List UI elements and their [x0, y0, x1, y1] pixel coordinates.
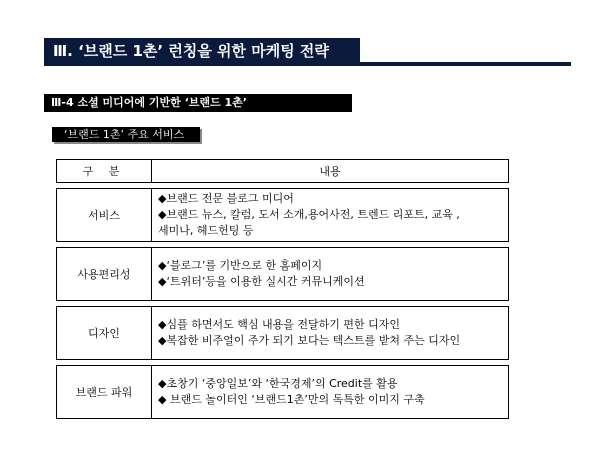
row-category: 서비스 [57, 189, 152, 242]
table-row [57, 307, 509, 360]
row-category: 브랜드 파워 [57, 366, 152, 419]
header-content: 내용 [152, 160, 509, 183]
table-row [57, 248, 509, 301]
content-line: ◆‘블로그’를 기반으로 한 홈페이지 [158, 259, 323, 272]
content-line: ◆브랜드 전문 블로그 미디어 [158, 192, 294, 205]
table-header-row [57, 160, 509, 183]
content-line: ◆심플 하면서도 핵심 내용을 전달하기 편한 디자인 [158, 318, 400, 331]
section-title: Ⅲ. ‘브랜드 1촌’ 런칭을 위한 마케팅 전략 [44, 38, 360, 64]
row-category: 디자인 [57, 307, 152, 360]
title-rule [44, 62, 571, 66]
content-line: ◆‘트위터’등을 이용한 실시간 커뮤니케이션 [158, 275, 365, 288]
content-line: ◆초창기 ‘중앙일보’와 ‘한국경제’의 Credit를 활용 [158, 377, 398, 390]
row-content [152, 366, 509, 419]
table-row [57, 366, 509, 419]
service-table [56, 159, 509, 419]
service-tag: ‘브랜드 1촌’ 주요 서비스 [52, 127, 200, 142]
content-line: 세미나, 헤드헌팅 등 [158, 224, 254, 237]
header-category: 구 분 [57, 160, 152, 183]
content-line: ◆브랜드 뉴스, 칼럼, 도서 소개,용어사전, 트렌드 리포트, 교육 , [158, 208, 460, 221]
row-content [152, 248, 509, 301]
subsection-title: Ⅲ-4 소셜 미디어에 기반한 ‘브랜드 1촌’ [44, 94, 352, 112]
row-category: 사용편리성 [57, 248, 152, 301]
row-content [152, 189, 509, 242]
row-content [152, 307, 509, 360]
content-line: ◆복잡한 비주얼이 주가 되기 보다는 텍스트를 받쳐 주는 디자인 [158, 334, 461, 347]
table-row [57, 189, 509, 242]
content-line: ◆ 브랜드 놀이터인 ‘브랜드1촌’만의 독특한 이미지 구축 [158, 393, 425, 406]
